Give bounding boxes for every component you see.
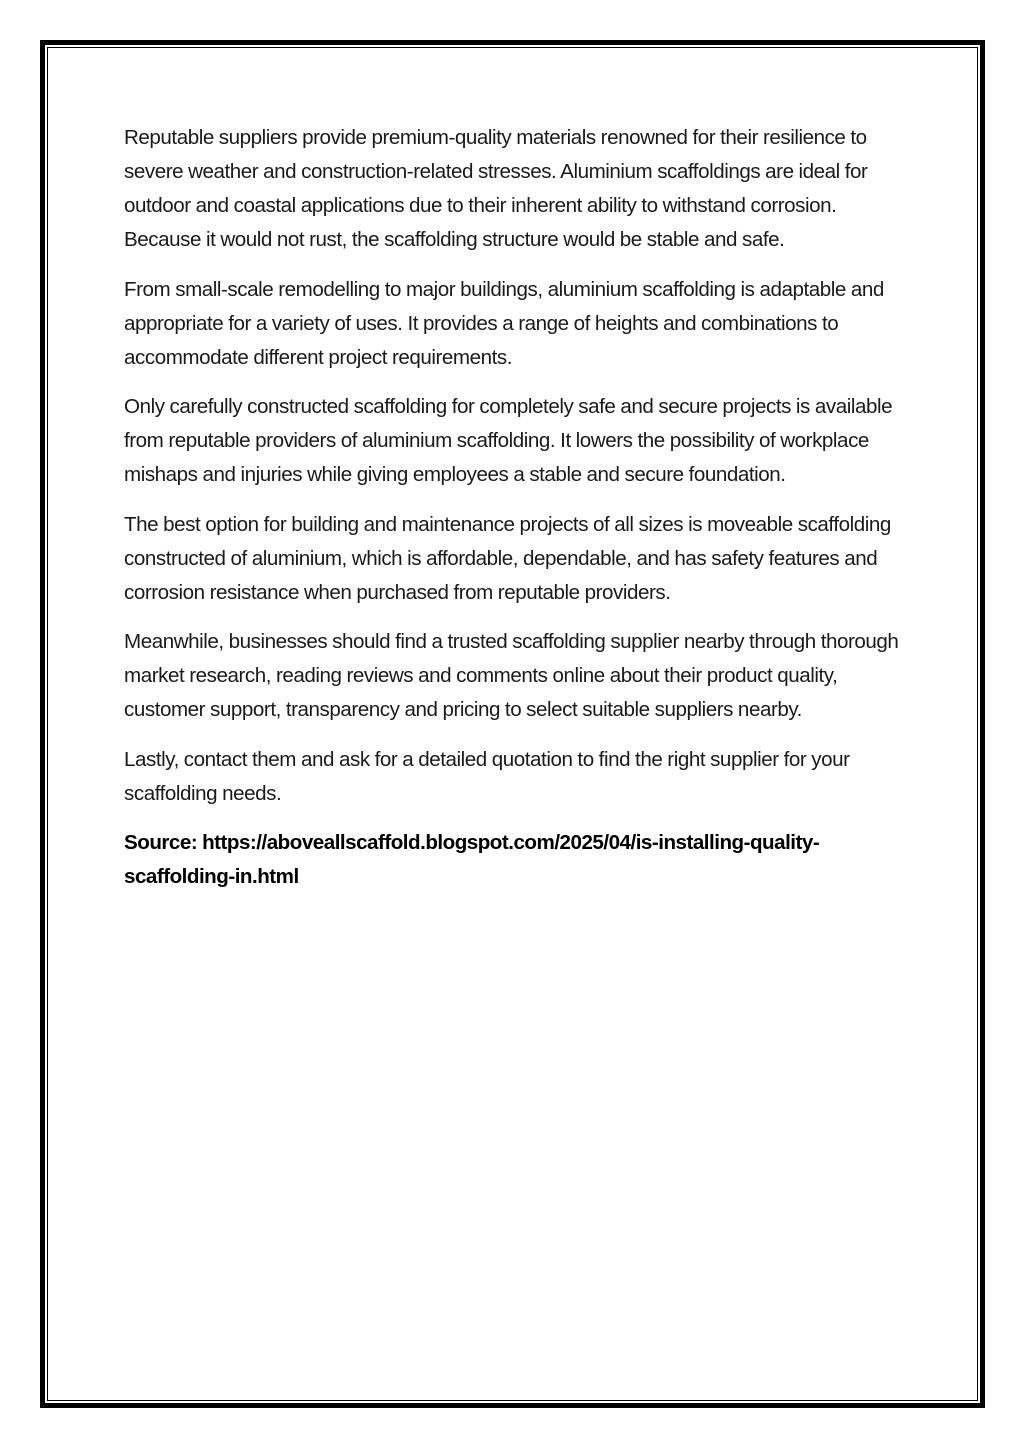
paragraph-4: The best option for building and maintenance projects of all sizes is moveable scaffolding constructed of aluminium, which is affordable, dependable, and has safety features and corrosion resistance when purchased from reputable providers. xyxy=(124,512,891,604)
source-citation: Source: https://aboveallscaffold.blogspot.com/2025/04/is-installing-quality-scaffolding-in.html xyxy=(124,831,820,888)
paragraph-6: Lastly, contact them and ask for a detailed quotation to find the right supplier for your scaffolding needs. xyxy=(124,747,850,805)
paragraph-1: Reputable suppliers provide premium-quality materials renowned for their resilience to severe weather and construction-related stresses. Aluminium scaffoldings are ideal for outdoor and coastal applications due to their inherent ability to withstand corrosion. Because it would not rust, the scaffolding structure would be stable and safe. xyxy=(124,126,868,251)
paragraph-5: Meanwhile, businesses should find a trusted scaffolding supplier nearby through thorough market research, reading reviews and comments online about their product quality, customer support, transparency and pricing to select suitable suppliers nearby. xyxy=(124,630,899,721)
document-body xyxy=(124,121,908,894)
paragraph-2: From small-scale remodelling to major buildings, aluminium scaffolding is adaptable and appropriate for a variety of uses. It provides a range of heights and combinations to accommodate different project requirements. xyxy=(124,277,884,369)
paragraph-3: Only carefully constructed scaffolding for completely safe and secure projects is available from reputable providers of aluminium scaffolding. It lowers the possibility of workplace mishaps and injuries while giving employees a stable and secure foundation. xyxy=(124,395,893,486)
